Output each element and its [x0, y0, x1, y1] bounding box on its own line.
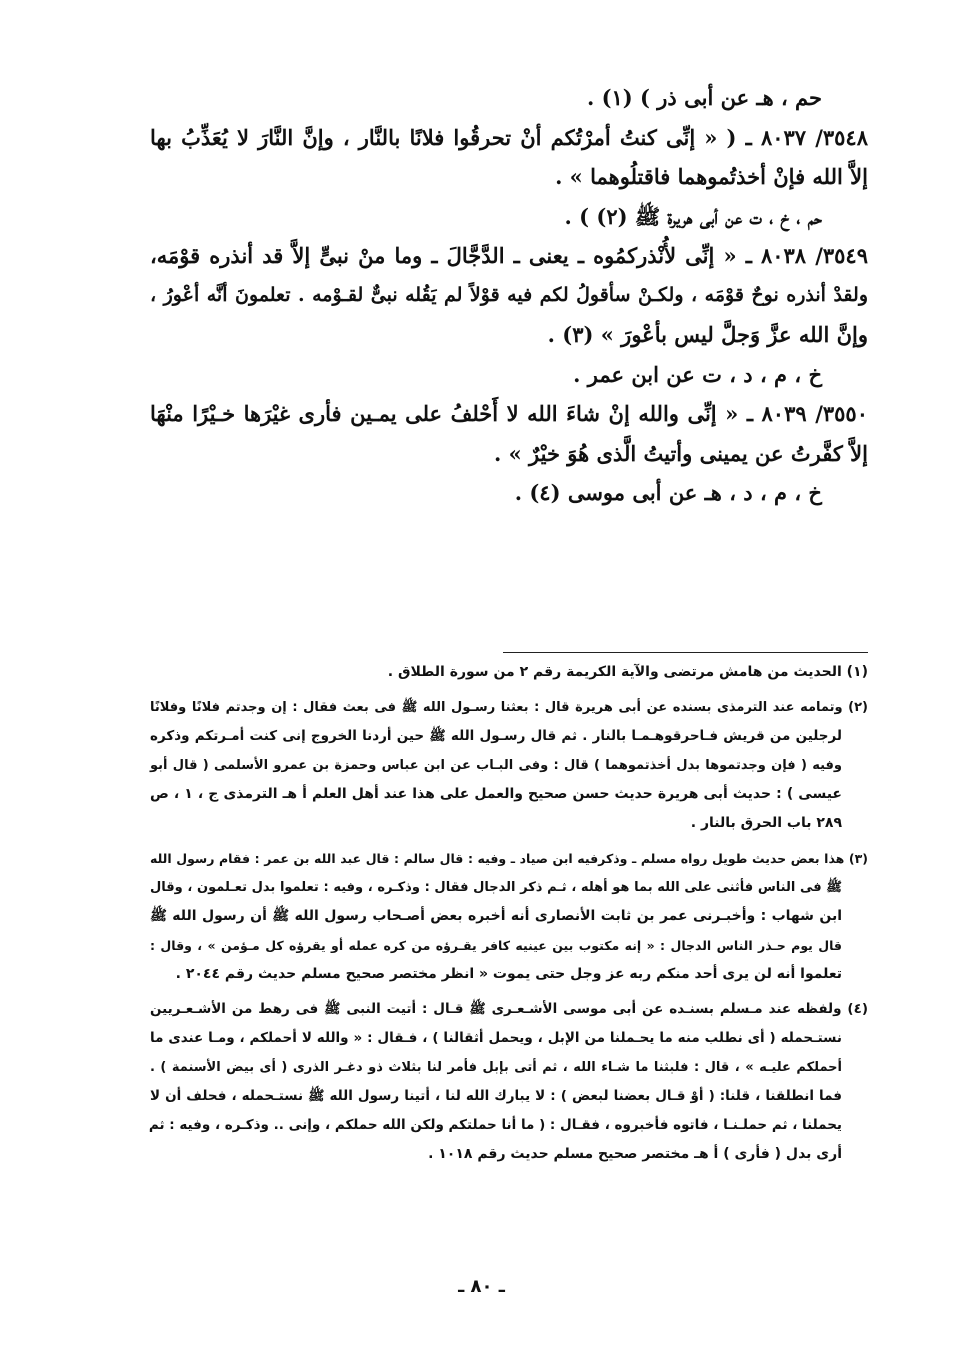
hadith-text-line: ٣٥٥٠/ ٨٠٣٩ ـ « إنِّى والله إنْ شاءَ الله لا أَحْلفُ على يمـين فأرى غيْرَها خـيْرًا منْهَا — [150, 401, 868, 426]
footnote-line: وفيه ( فإن وجدتموها بدل أخذتموهما ) قال : وفى البـاب عن ابن عباس وحمزة بن عمرو الأسلمى ( قال أبو — [150, 758, 842, 773]
footnote-3 — [150, 844, 868, 989]
footnote-line: (١) الحديث من هامش مرتضى والآية الكريمة رقم ٢ من سورة الطلاق . — [387, 664, 868, 680]
footnote-line: فما انطلقنا ، قلنا: ( أوْ قـال بعضنا لبعض ) : لا يبارك الله لنا ، أتينا رسول الله ﷺ نستـحمله ، فحلف أن لا — [150, 1088, 842, 1104]
main-text — [150, 78, 868, 513]
hadith-text-line: ولقدْ أنذره نوحٌ قوْمَه ، ولكـنْ سأقولُ لكم فيه قوْلاً لم يَقُله نبىٌّ لقـوْمه . تعلمونَ أنَّه أعْورُ ، — [150, 283, 868, 306]
footnote-line: عيسى ) : حديث أبى هريرة حديث حسن صحيح والعمل على هذا عند أهل العلم أ هـ الترمذى ج ، ١ ، ص — [150, 786, 842, 802]
footnote-1 — [150, 658, 868, 687]
footnote-line: يحملنا ، ثم حملـنـا ، فاتوه فأخبروه ، فقـال : ( ما أنا حملتكم ولكن الله حملكم ، وإنى .. وذكـره ، وفيه : ثم — [148, 1117, 842, 1133]
footnote-line: أحملكم عليـه » ، قال : فلبثنا ما شـاء الله ، ثم أتى بإبل فأمر لنا بثلاث ذو دغـر الذرى ( أى بيض الأسنمة ) . — [150, 1060, 842, 1075]
hadith-text-line: إلاَّ الله فإنْ أخذتُموهما فاقتلُوهما » . — [555, 164, 868, 189]
hadith-text-line: ٣٥٤٩/ ٨٠٣٨ ـ « إنِّى لأُنْذركمُوه ـ يعنى ـ الدَّجَّالَ ـ وما منْ نبىٍّ إلاَّ قد أنذره قوْمَه، — [150, 243, 868, 268]
page-number: ـ ٨٠ ـ — [458, 1276, 505, 1297]
footnote-line: قال يوم حـذر الناس الدجال : « إنه مكتوب بين عينيه كافر يقـرؤه من كره عمله أو يقرؤه كل مـؤمن » ، وقال : — [150, 938, 842, 953]
footnote-line: تعلموا أنه لن يرى أحد منكم ربه عز وجل حتى يموت « انظر مختصر صحيح مسلم حديث رقم ٢٠٤٤ . — [175, 966, 842, 982]
footnote-line: ٢٨٩ باب الحرق بالنار . — [690, 815, 842, 831]
footnote-line: (٢) وتمامه عند الترمذى بسنده عن أبى هريرة قال : بعثنا رسـول الله ﷺ فى بعث فقال : إن وجدتم فلانًا وفلانًا — [150, 700, 868, 715]
hadith-text-line: ٣٥٤٨/ ٨٠٣٧ ـ ( « إنِّى كنتُ أمرْتُكم أنْ تحرقُوا فلانًا بالنَّار ، وإنَّ النَّارَ لا يُعَذِّبُ بها — [150, 124, 868, 150]
footnote-line: لرجلين من قريش فـاحرقوهـمـا بالنار . ثم قال رسـول الله ﷺ حين أردنا الخروج إنى كنت أمـرتكم وذكره — [150, 728, 842, 744]
hadith-text-line: إلاَّ كفَّرتُ عن يمينى وأتيتُ الَّذى هُوَ خيْرٌ » . — [493, 440, 868, 466]
hadith-source-line: خ ، م ، د ، ت عن ابن عمر . — [573, 361, 822, 387]
footnote-2 — [150, 693, 868, 838]
footnotes — [150, 658, 868, 1175]
footnote-line: ﷺ فى الناس فأثنى على الله بما هو أهله ، ثـم ذكر الدجال فقال : وذكـره ، وفيه : تعلموا بدل تعـلمون ، وقال — [150, 880, 842, 895]
footnote-line: ابن شهاب : وأخبـرنى عمر بن ثابت الأنصارى أنه أخبره بعض أصـحاب رسول الله ﷺ أن رسول الله ﷺ — [150, 908, 842, 924]
footnote-4 — [150, 995, 868, 1169]
footnote-line: أرى بدل ( فأرى ) أ هـ مختصر صحيح مسلم حديث رقم ١٠١٨ . — [428, 1146, 842, 1162]
footnote-line: (٣) هذا بعض حديث طويل رواه مسلم ـ وذكرفيه ابن صياد ـ وفيه : قال سالم : قال عبد الله بن عمر : فقام رسول الله — [150, 851, 868, 866]
hadith-source-line: حم ، خ ، ت عن أبى هريرة ﷺ (٢) ) . — [564, 203, 822, 229]
footnote-line: نستـحمله ( أى نطلب منه ما يحـملنا من الإبل ، ويحمل أثقالنا ) ، فـقال : « والله لا أحملكم ، ومـا عندى ما — [150, 1030, 842, 1046]
hadith-text-line: وإنَّ الله عزَّ وَجلَّ ليس بأعْورَ » (٣) . — [547, 322, 868, 347]
hadith-source-line: خ ، م ، د ، هـ عن أبى موسى (٤) . — [514, 480, 822, 505]
hadith-source-line: حم ، هـ عن أبى ذر ) (١) . — [586, 85, 822, 110]
footnote-line: (٤) ولفظه عند مـسلم بسنـده عن أبى موسى الأشـعـرى ﷺ قـال : أتيت النبى ﷺ فى رهط من الأشـعـريين — [150, 1001, 868, 1017]
footnote-separator — [503, 652, 868, 653]
